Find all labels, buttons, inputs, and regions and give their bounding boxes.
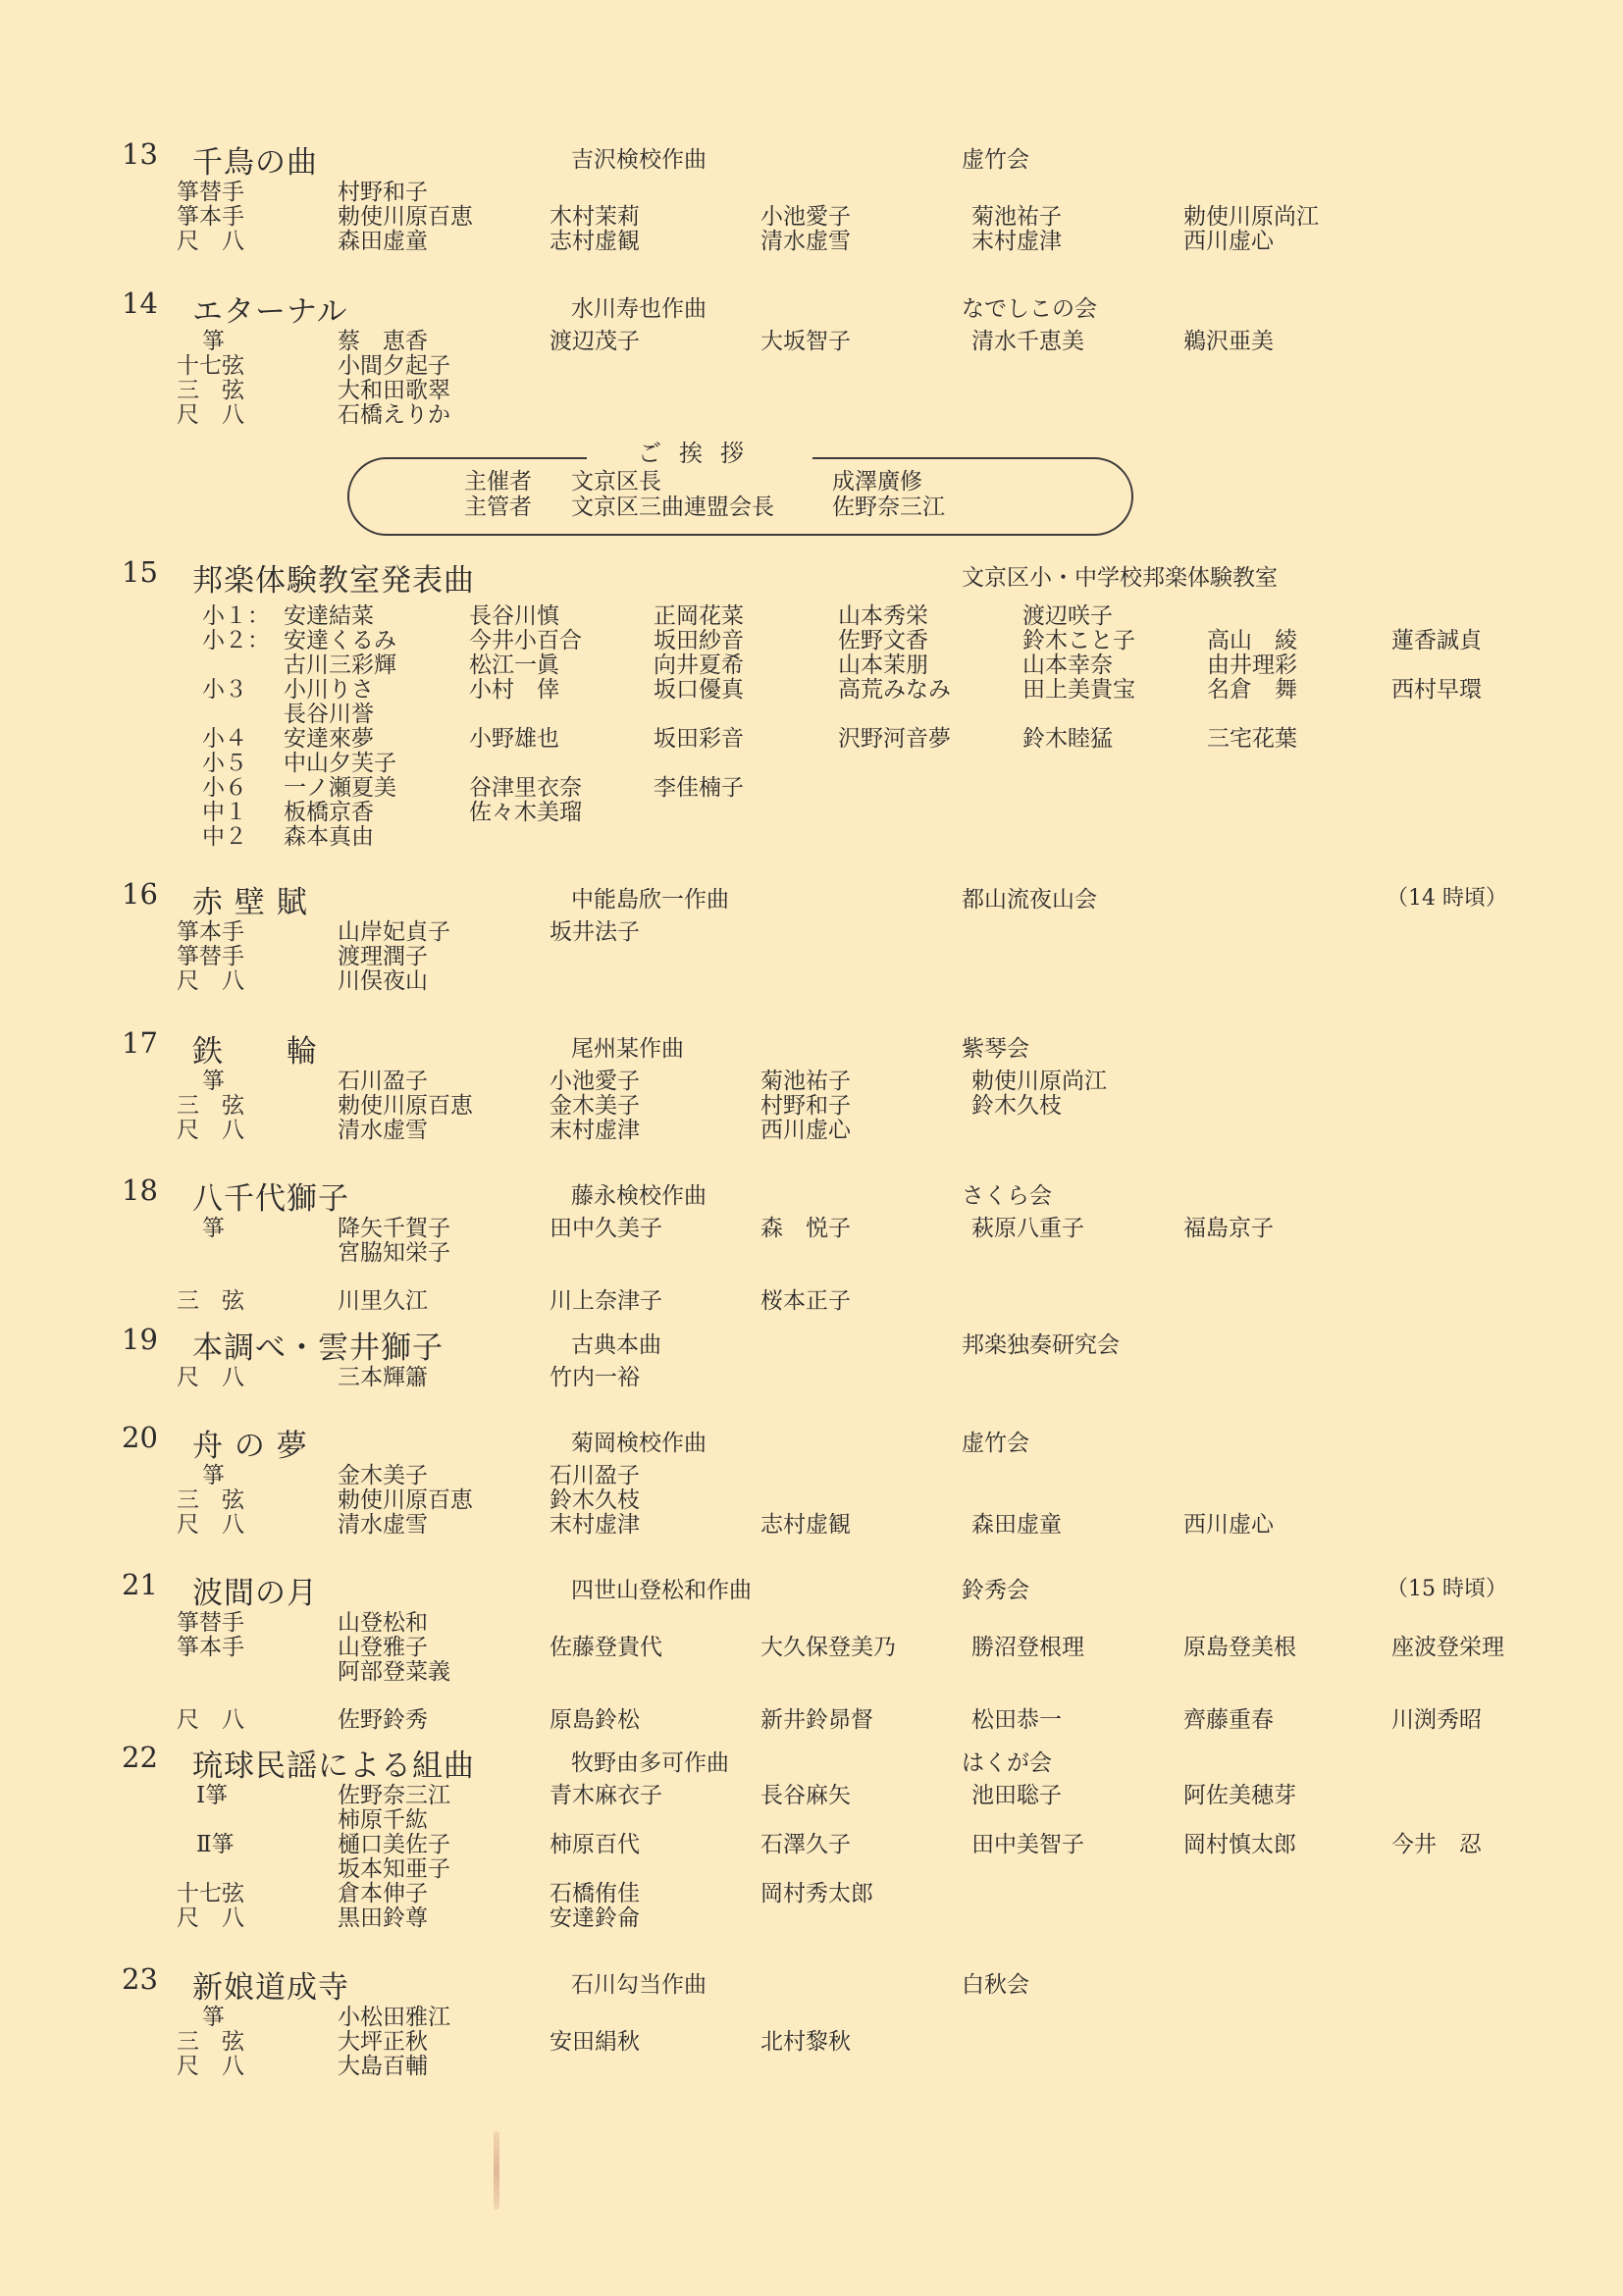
performer-name: 三本輝簫: [338, 1365, 428, 1390]
item-number: 21: [122, 1568, 158, 1601]
performer-name: 小池愛子: [760, 204, 851, 230]
item-group: はくが会: [962, 1750, 1052, 1776]
performer-name: 小松田雅江: [338, 2005, 450, 2030]
performer-name: 小村 倖: [469, 677, 559, 703]
performer-list: [0, 1611, 1623, 1733]
performer-name: 勅使川原尚江: [1183, 204, 1319, 230]
instrument-label: 箏替手: [177, 1610, 244, 1636]
performer-name: 板橋京香: [284, 800, 374, 825]
item-number: 20: [122, 1421, 158, 1454]
greeting-role-1: 主催者: [464, 469, 532, 495]
item-title: エターナル: [192, 294, 348, 330]
performer-name: 金木美子: [550, 1093, 640, 1119]
item-header: [0, 555, 1623, 599]
performer-row: [0, 1119, 1623, 1143]
performer-name: 高山 綾: [1207, 628, 1297, 653]
instrument-label: Ⅱ箏: [196, 1832, 235, 1857]
performer-name: 樋口美佐子: [338, 1832, 450, 1857]
instrument-label: 箏替手: [177, 180, 244, 205]
performer-name: 青木麻衣子: [550, 1783, 662, 1808]
performer-name: 田中久美子: [550, 1216, 662, 1241]
performer-name: 阿部登菜義: [338, 1659, 450, 1685]
item-header: [0, 1962, 1623, 2006]
performer-row: [0, 379, 1623, 403]
performer-name: 座波登栄理: [1391, 1635, 1504, 1660]
performer-name: 山登松和: [338, 1610, 428, 1636]
item-header: [0, 1026, 1623, 1070]
item-header: [0, 1421, 1623, 1464]
performer-name: 名倉 舞: [1207, 677, 1297, 703]
performer-row: [0, 403, 1623, 428]
performer-name: 蔡 恵香: [338, 329, 428, 354]
performer-name: 向井夏希: [654, 652, 744, 678]
item-time: （14 時頃）: [1387, 886, 1507, 911]
item-number: 13: [122, 137, 158, 171]
item-composer: 尾州某作曲: [571, 1036, 684, 1062]
item-group: なでしこの会: [962, 296, 1097, 322]
performer-row: [0, 330, 1623, 354]
performer-name: 李佳楠子: [654, 775, 744, 801]
instrument-label: Ⅰ箏: [196, 1783, 229, 1808]
instrument-label: 小３: [202, 677, 247, 703]
performer-row: [0, 1094, 1623, 1119]
performer-name: 小野雄也: [469, 726, 559, 752]
performer-row: [0, 1906, 1623, 1931]
performer-name: 森本真由: [284, 824, 374, 850]
performer-name: 川里久江: [338, 1288, 428, 1314]
performer-name: 勝沼登根理: [971, 1635, 1084, 1660]
performer-name: 鈴木睦猛: [1022, 726, 1113, 752]
performer-name: 谷津里衣奈: [469, 775, 582, 801]
performer-row: [0, 629, 1623, 653]
performer-list: [0, 181, 1623, 254]
performer-name: 清水虚雪: [760, 229, 851, 254]
performer-list: [0, 2006, 1623, 2079]
performer-name: 石川盈子: [550, 1463, 640, 1488]
performer-row: [0, 1464, 1623, 1488]
performer-name: 森田虚童: [971, 1512, 1062, 1538]
performer-name: 池田聡子: [971, 1783, 1062, 1808]
performer-row: [0, 1611, 1623, 1636]
performer-row: [0, 2006, 1623, 2030]
item-number: 15: [122, 555, 158, 589]
performer-name: 原島鈴松: [550, 1707, 640, 1733]
item-number: 19: [122, 1323, 158, 1356]
performer-name: 坂田紗音: [654, 628, 744, 653]
item-header: [0, 1323, 1623, 1366]
performer-row: [0, 230, 1623, 254]
performer-row: [0, 1857, 1623, 1882]
performer-row: [0, 678, 1623, 703]
performer-name: 小間夕起子: [338, 353, 450, 379]
performer-row: [0, 1488, 1623, 1513]
performer-name: 倉本伸子: [338, 1881, 428, 1906]
performer-name: 金木美子: [338, 1463, 428, 1488]
performer-name: 三宅花葉: [1207, 726, 1297, 752]
greeting-name-1: 成澤廣修: [832, 469, 922, 495]
performer-name: 大坂智子: [760, 329, 851, 354]
performer-name: 石澤久子: [760, 1832, 851, 1857]
greeting-title: ご挨拶: [587, 434, 812, 467]
performer-row: [0, 354, 1623, 379]
performer-name: 長谷麻矢: [760, 1783, 851, 1808]
item-group: 紫琴会: [962, 1036, 1029, 1062]
instrument-label: 小５: [202, 751, 247, 776]
performer-row: [0, 1660, 1623, 1685]
performer-name: 安達鈴侖: [550, 1905, 640, 1931]
performer-name: 末村虚津: [971, 229, 1062, 254]
performer-name: 渡辺咲子: [1022, 603, 1113, 629]
item-group: 邦楽独奏研究会: [962, 1332, 1120, 1358]
item-group: さくら会: [962, 1183, 1052, 1209]
performer-row: [0, 1366, 1623, 1390]
instrument-label: 中２: [202, 824, 247, 850]
item-title: 舟 の 夢: [192, 1429, 308, 1464]
performer-name: 清水虚雪: [338, 1118, 428, 1143]
performer-name: 木村茉莉: [550, 204, 640, 230]
item-number: 14: [122, 287, 158, 320]
performer-name: 坂口優真: [654, 677, 744, 703]
item-group: 鈴秀会: [962, 1578, 1029, 1603]
performer-row: [0, 2030, 1623, 2055]
performer-name: 勅使川原百恵: [338, 1487, 473, 1513]
performer-name: 長谷川慎: [469, 603, 559, 629]
performer-row: [0, 604, 1623, 629]
performer-list: [0, 1217, 1623, 1314]
item-group: 虚竹会: [962, 147, 1029, 173]
performer-name: 石橋えりか: [338, 402, 450, 428]
item-number: 17: [122, 1026, 158, 1060]
item-number: 16: [122, 877, 158, 911]
performer-row: [0, 2055, 1623, 2079]
greeting-role-2: 主管者: [464, 495, 532, 520]
performer-row: [0, 1636, 1623, 1660]
performer-name: 桜本正子: [760, 1288, 851, 1314]
instrument-label: 箏: [202, 329, 225, 354]
performer-name: 坂田彩音: [654, 726, 744, 752]
performer-name: 山本秀栄: [838, 603, 928, 629]
performer-name: 山登雅子: [338, 1635, 428, 1660]
performer-row: [0, 1217, 1623, 1241]
instrument-label: 箏: [202, 1216, 225, 1241]
performer-list: [0, 1464, 1623, 1538]
item-title: 八千代獅子: [192, 1181, 349, 1217]
performer-name: 菊池祐子: [971, 204, 1062, 230]
performer-name: 松江一眞: [469, 652, 559, 678]
instrument-label: 三 弦: [177, 1093, 244, 1119]
instrument-label: 箏: [202, 1069, 225, 1094]
performer-row: [0, 969, 1623, 994]
performer-name: 安田絹秋: [550, 2029, 640, 2055]
performer-name: 村野和子: [338, 180, 428, 205]
performer-name: 山本幸奈: [1022, 652, 1113, 678]
performer-list: [0, 330, 1623, 428]
performer-list: [0, 1366, 1623, 1390]
greeting-org-2: 文京区三曲連盟会長: [571, 495, 774, 520]
performer-name: 川渕秀昭: [1391, 1707, 1482, 1733]
performer-name: 柿原千紘: [338, 1807, 428, 1833]
instrument-label: 尺 八: [177, 1707, 244, 1733]
item-header: [0, 137, 1623, 181]
instrument-label: 箏本手: [177, 1635, 244, 1660]
performer-name: 渡理潤子: [338, 944, 428, 969]
performer-name: 萩原八重子: [971, 1216, 1084, 1241]
instrument-label: 三 弦: [177, 378, 244, 403]
performer-name: 鵜沢亜美: [1183, 329, 1274, 354]
item-composer: 菊岡検校作曲: [571, 1431, 707, 1456]
performer-name: 岡村秀太郎: [760, 1881, 873, 1906]
item-number: 23: [122, 1962, 158, 1996]
performer-name: 松田恭一: [971, 1707, 1062, 1733]
item-composer: 中能島欣一作曲: [571, 887, 729, 913]
performer-row: [0, 776, 1623, 801]
performer-name: 川上奈津子: [550, 1288, 662, 1314]
instrument-label: 尺 八: [177, 229, 244, 254]
paper-stain: [494, 2131, 499, 2210]
performer-name: 中山夕芙子: [284, 751, 396, 776]
performer-name: 森田虚童: [338, 229, 428, 254]
performer-name: 勅使川原尚江: [971, 1069, 1107, 1094]
performer-name: 今井小百合: [469, 628, 582, 653]
instrument-label: 尺 八: [177, 1118, 244, 1143]
instrument-label: 尺 八: [177, 402, 244, 428]
performer-name: 鈴木久枝: [550, 1487, 640, 1513]
performer-name: 由井理彩: [1207, 652, 1297, 678]
performer-name: 西村早環: [1391, 677, 1482, 703]
item-title: 赤 壁 賦: [192, 885, 308, 920]
instrument-label: 尺 八: [177, 2054, 244, 2079]
instrument-label: 尺 八: [177, 1512, 244, 1538]
performer-name: 菊池祐子: [760, 1069, 851, 1094]
performer-name: 黒田鈴尊: [338, 1905, 428, 1931]
performer-name: 宮脇知栄子: [338, 1240, 450, 1266]
performer-row: [0, 825, 1623, 850]
performer-name: 佐野文香: [838, 628, 928, 653]
instrument-label: 箏本手: [177, 919, 244, 945]
performer-name: 安達くるみ: [284, 628, 396, 653]
performer-name: 小川りさ: [284, 677, 374, 703]
instrument-label: 箏本手: [177, 204, 244, 230]
performer-name: 古川三彩輝: [284, 652, 396, 678]
performer-name: 北村黎秋: [760, 2029, 851, 2055]
performer-name: 川俣夜山: [338, 968, 428, 994]
performer-row: [0, 1070, 1623, 1094]
performer-name: 石川盈子: [338, 1069, 428, 1094]
item-title: 本調べ・雲井獅子: [192, 1331, 444, 1366]
instrument-label: 三 弦: [177, 1487, 244, 1513]
performer-row: [0, 1784, 1623, 1808]
performer-row: [0, 181, 1623, 205]
item-number: 18: [122, 1174, 158, 1207]
item-composer: 牧野由多可作曲: [571, 1750, 729, 1776]
performer-row: [0, 653, 1623, 678]
performer-row: [0, 205, 1623, 230]
performer-name: 竹内一裕: [550, 1365, 640, 1390]
performer-row: [0, 1241, 1623, 1266]
performer-name: 蓮香誠貞: [1391, 628, 1482, 653]
performer-name: 田中美智子: [971, 1832, 1084, 1857]
performer-name: 大坪正秋: [338, 2029, 428, 2055]
instrument-label: 尺 八: [177, 968, 244, 994]
performer-name: 石橋侑佳: [550, 1881, 640, 1906]
item-title: 新娘道成寺: [192, 1970, 349, 2006]
item-header: [0, 1174, 1623, 1217]
performer-list: [0, 1070, 1623, 1143]
performer-name: 一ノ瀬夏美: [284, 775, 396, 801]
performer-name: 佐野奈三江: [338, 1783, 450, 1808]
performer-row: [0, 752, 1623, 776]
item-group: 都山流夜山会: [962, 887, 1097, 913]
performer-name: 新井鈴昴督: [760, 1707, 873, 1733]
item-header: [0, 287, 1623, 330]
item-composer: 藤永検校作曲: [571, 1183, 707, 1209]
performer-name: 岡村慎太郎: [1183, 1832, 1296, 1857]
performer-name: 阿佐美穂芽: [1183, 1783, 1296, 1808]
item-header: [0, 877, 1623, 920]
performer-name: 佐藤登貴代: [550, 1635, 662, 1660]
performer-name: 原島登美根: [1183, 1635, 1296, 1660]
performer-row: [0, 945, 1623, 969]
performer-name: 安達來夢: [284, 726, 374, 752]
performer-name: 渡辺茂子: [550, 329, 640, 354]
performer-name: 山本茉朋: [838, 652, 928, 678]
performer-name: 齊藤重春: [1183, 1707, 1274, 1733]
greeting-name-2: 佐野奈三江: [832, 495, 945, 520]
performer-name: 大和田歌翠: [338, 378, 450, 403]
item-title: 波間の月: [192, 1576, 318, 1611]
item-group: 白秋会: [962, 1972, 1029, 1998]
performer-name: 志村虚観: [550, 229, 640, 254]
item-group: 虚竹会: [962, 1431, 1029, 1456]
performer-row: [0, 703, 1623, 727]
performer-name: 西川虚心: [1183, 1512, 1274, 1538]
performer-name: 佐野鈴秀: [338, 1707, 428, 1733]
performer-name: 勅使川原百恵: [338, 1093, 473, 1119]
performer-name: 山岸妃貞子: [338, 919, 450, 945]
performer-name: 安達結菜: [284, 603, 374, 629]
item-composer: 水川寿也作曲: [571, 296, 707, 322]
performer-name: 坂井法子: [550, 919, 640, 945]
performer-list: [0, 1784, 1623, 1931]
item-header: [0, 1741, 1623, 1784]
instrument-label: 三 弦: [177, 1288, 244, 1314]
performer-name: 福島京子: [1183, 1216, 1274, 1241]
performer-name: 長谷川誉: [284, 702, 374, 727]
instrument-label: 箏替手: [177, 944, 244, 969]
instrument-label: 小４: [202, 726, 247, 752]
instrument-label: 中１: [202, 800, 247, 825]
performer-name: 勅使川原百恵: [338, 204, 473, 230]
instrument-label: 小６: [202, 775, 247, 801]
performer-name: 志村虚観: [760, 1512, 851, 1538]
greeting-org-1: 文京区長: [571, 469, 661, 495]
performer-list: [0, 604, 1623, 850]
performer-name: 清水虚雪: [338, 1512, 428, 1538]
performer-row: [0, 1513, 1623, 1538]
instrument-label: 十七弦: [177, 1881, 244, 1906]
instrument-label: 小１：: [202, 603, 270, 629]
instrument-label: 箏: [202, 1463, 225, 1488]
instrument-label: 三 弦: [177, 2029, 244, 2055]
performer-name: 田上美貴宝: [1022, 677, 1135, 703]
performer-name: 佐々木美瑠: [469, 800, 582, 825]
item-title: 琉球民謡による組曲: [192, 1748, 475, 1784]
performer-row: [0, 1808, 1623, 1833]
performer-list: [0, 920, 1623, 994]
item-header: [0, 1568, 1623, 1611]
performer-name: 西川虚心: [1183, 229, 1274, 254]
performer-row: [0, 1289, 1623, 1314]
performer-name: 柿原百代: [550, 1832, 640, 1857]
performer-name: 降矢千賀子: [338, 1216, 450, 1241]
instrument-label: 小２：: [202, 628, 270, 653]
performer-name: 鈴木久枝: [971, 1093, 1062, 1119]
item-title: 邦楽体験教室発表曲: [192, 563, 475, 599]
performer-name: 清水千恵美: [971, 329, 1084, 354]
instrument-label: 尺 八: [177, 1905, 244, 1931]
performer-row: [0, 1833, 1623, 1857]
instrument-label: 箏: [202, 2005, 225, 2030]
instrument-label: 尺 八: [177, 1365, 244, 1390]
performer-name: 高荒みなみ: [838, 677, 951, 703]
performer-row: [0, 727, 1623, 752]
item-composer: 古典本曲: [571, 1332, 661, 1358]
performer-name: 小池愛子: [550, 1069, 640, 1094]
performer-row: [0, 801, 1623, 825]
performer-row: [0, 920, 1623, 945]
performer-name: 森 悦子: [760, 1216, 851, 1241]
performer-name: 村野和子: [760, 1093, 851, 1119]
performer-name: 今井 忍: [1391, 1832, 1482, 1857]
item-group: 文京区小・中学校邦楽体験教室: [962, 565, 1278, 591]
performer-name: 大島百輔: [338, 2054, 428, 2079]
item-title: 鉄 輪: [192, 1034, 318, 1070]
item-time: （15 時頃）: [1387, 1577, 1507, 1601]
performer-name: 鈴木こと子: [1022, 628, 1135, 653]
performer-row: [0, 1882, 1623, 1906]
performer-name: 末村虚津: [550, 1118, 640, 1143]
item-number: 22: [122, 1741, 158, 1774]
performer-name: 大久保登美乃: [760, 1635, 896, 1660]
performer-name: 末村虚津: [550, 1512, 640, 1538]
item-composer: 吉沢検校作曲: [571, 147, 707, 173]
performer-name: 正岡花菜: [654, 603, 744, 629]
greeting-box: [347, 457, 1133, 536]
performer-name: 西川虚心: [760, 1118, 851, 1143]
instrument-label: 十七弦: [177, 353, 244, 379]
item-composer: 四世山登松和作曲: [571, 1578, 752, 1603]
item-title: 千鳥の曲: [192, 145, 318, 181]
performer-row: [0, 1708, 1623, 1733]
item-composer: 石川勾当作曲: [571, 1972, 707, 1998]
performer-name: 沢野河音夢: [838, 726, 951, 752]
performer-name: 坂本知亜子: [338, 1856, 450, 1882]
